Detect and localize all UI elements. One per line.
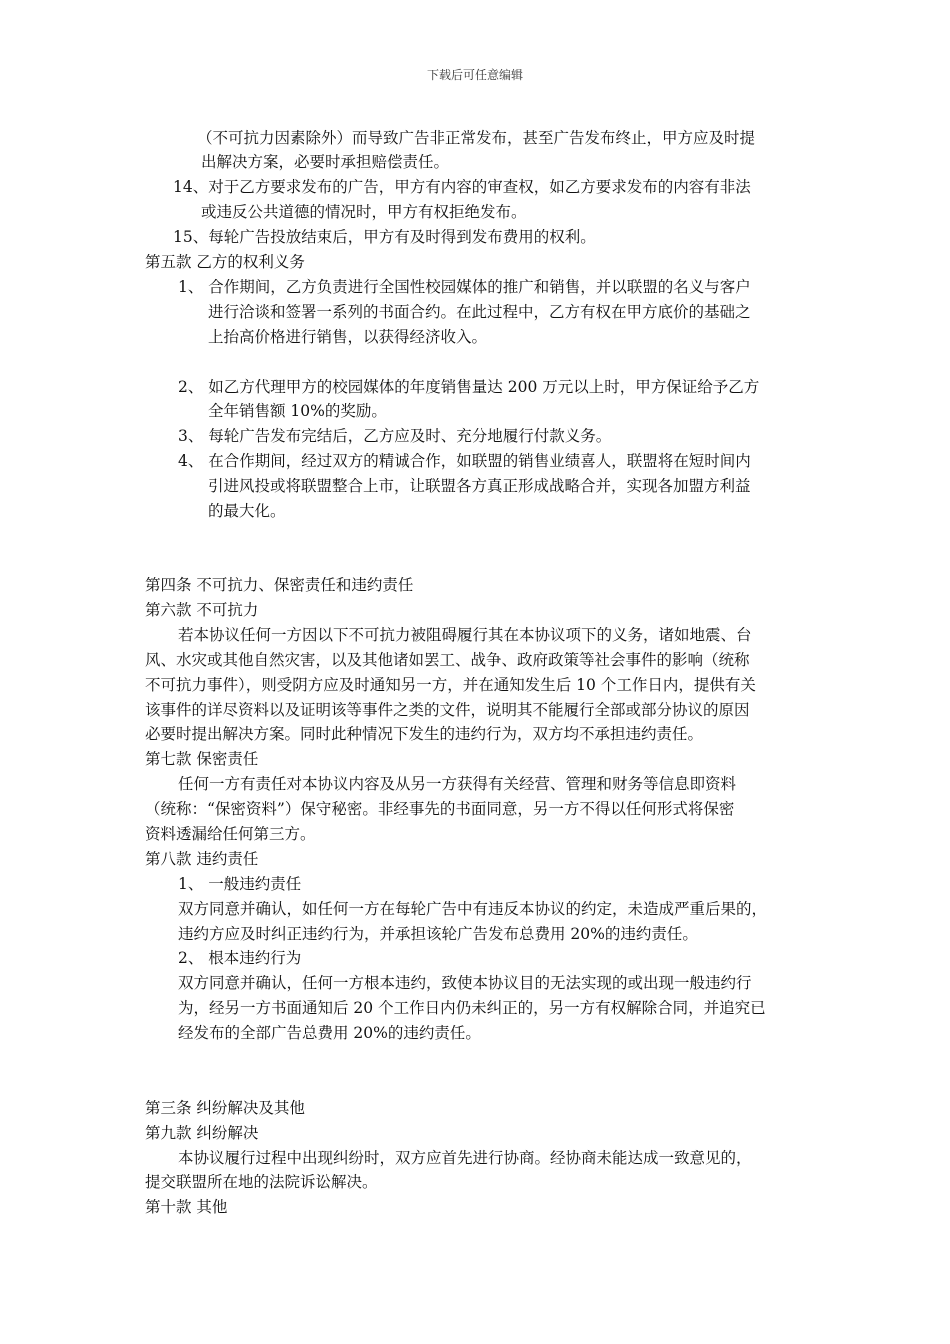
text-line: 提交联盟所在地的法院诉讼解决。 <box>145 1173 378 1191</box>
text-line: 任何一方有责任对本协议内容及从另一方获得有关经营、管理和财务等信息即资料 <box>178 775 737 793</box>
text-line: 上抬高价格进行销售，以获得经济收入。 <box>208 328 488 346</box>
text-line: 经发布的全部广告总费用 20%的违约责任。 <box>178 1024 481 1042</box>
section-heading: 第七款 保密责任 <box>145 750 259 768</box>
section-heading: 第十款 其他 <box>145 1198 228 1216</box>
text-line: 若本协议任何一方因以下不可抗力被阻碍履行其在本协议项下的义务，诸如地震、台 <box>178 626 752 644</box>
article-heading: 第三条 纠纷解决及其他 <box>145 1099 305 1117</box>
text-line: 的最大化。 <box>208 502 286 520</box>
list-item-3: 3、 每轮广告发布完结后，乙方应及时、充分地履行付款义务。 <box>178 427 612 445</box>
list-item-15: 15、每轮广告投放结束后，甲方有及时得到发布费用的权利。 <box>173 228 596 246</box>
list-item-1: 1、 合作期间，乙方负责进行全国性校园媒体的推广和销售，并以联盟的名义与客户 <box>178 278 751 296</box>
text-line: 出解决方案，必要时承担赔偿责任。 <box>201 153 450 171</box>
list-item-2: 2、 如乙方代理甲方的校园媒体的年度销售量达 200 万元以上时，甲方保证给予乙方 <box>178 378 760 396</box>
section-heading: 第六款 不可抗力 <box>145 601 259 619</box>
article-heading: 第四条 不可抗力、保密责任和违约责任 <box>145 576 414 594</box>
page-header: 下载后可任意编辑 <box>426 68 523 82</box>
text-line: 资料透漏给任何第三方。 <box>145 825 316 843</box>
text-line: 该事件的详尽资料以及证明该等事件之类的文件，说明其不能履行全部或部分协议的原因 <box>145 701 750 719</box>
text-line: 不可抗力事件），则受阴方应及时通知另一方，并在通知发生后 10 个工作日内，提供有关 <box>145 676 756 694</box>
text-line: 进行洽谈和签署一系列的书面合约。在此过程中，乙方有权在甲方底价的基础之 <box>208 303 751 321</box>
text-line: 违约方应及时纠正违约行为，并承担该轮广告发布总费用 20%的违约责任。 <box>178 925 698 943</box>
text-line: 或违反公共道德的情况时，甲方有权拒绝发布。 <box>201 203 527 221</box>
text-line: 风、水灾或其他自然灾害，以及其他诸如罢工、战争、政府政策等社会事件的影响（统称 <box>145 651 750 669</box>
text-line: （统称：“保密资料”）保守秘密。非经事先的书面同意，另一方不得以任何形式将保密 <box>145 800 735 818</box>
list-item-2: 2、 根本违约行为 <box>178 949 302 967</box>
text-line: 为，经另一方书面通知后 20 个工作日内仍未纠正的，另一方有权解除合同，并追究已 <box>178 999 766 1017</box>
list-item-14: 14、对于乙方要求发布的广告，甲方有内容的审查权，如乙方要求发布的内容有非法 <box>173 178 751 196</box>
section-heading: 第五款 乙方的权利义务 <box>145 253 305 271</box>
section-heading: 第九款 纠纷解决 <box>145 1124 259 1142</box>
text-line: 双方同意并确认，如任何一方在每轮广告中有违反本协议的约定，未造成严重后果的， <box>178 900 768 918</box>
text-line: 全年销售额 10%的奖励。 <box>208 402 387 420</box>
text-line: 本协议履行过程中出现纠纷时，双方应首先进行协商。经协商未能达成一致意见的， <box>178 1149 752 1167</box>
text-line: 引进风投或将联盟整合上市，让联盟各方真正形成战略合并，实现各加盟方利益 <box>208 477 751 495</box>
text-line: （不可抗力因素除外）而导致广告非正常发布，甚至广告发布终止，甲方应及时提 <box>197 129 756 147</box>
text-line: 双方同意并确认，任何一方根本违约，致使本协议目的无法实现的或出现一般违约行 <box>178 974 752 992</box>
list-item-1: 1、 一般违约责任 <box>178 875 302 893</box>
section-heading: 第八款 违约责任 <box>145 850 259 868</box>
text-line: 必要时提出解决方案。同时此种情况下发生的违约行为，双方均不承担违约责任。 <box>145 725 704 743</box>
list-item-4: 4、 在合作期间，经过双方的精诚合作，如联盟的销售业绩喜人，联盟将在短时间内 <box>178 452 751 470</box>
